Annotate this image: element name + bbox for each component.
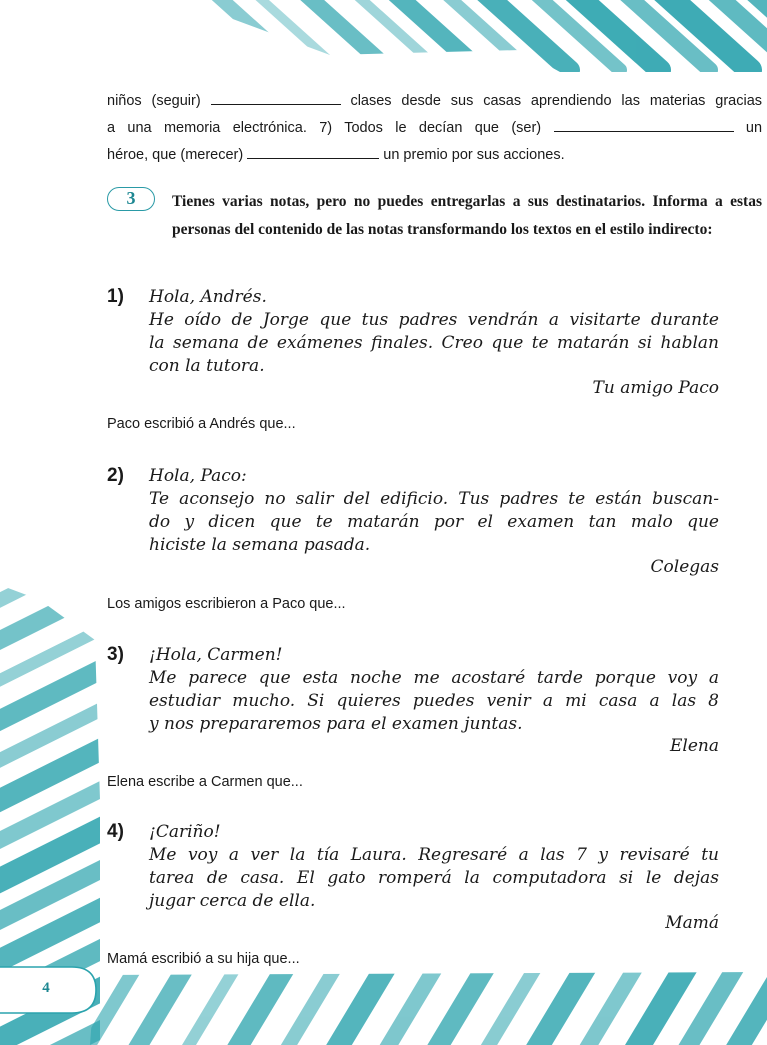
note-body-line: jugar cerca de ella. [149, 891, 316, 911]
note-number: 3) [107, 644, 124, 665]
note-greeting: ¡Cariño! [149, 822, 221, 842]
note-body-line: y nos prepararemos para el examen juntas. [149, 714, 523, 734]
note-body-line: Me voy a ver la tía Laura. Regresaré a las 7 y revisaré tu [149, 845, 719, 865]
note-number: 4) [107, 821, 124, 842]
note-greeting: Hola, Andrés. [149, 287, 267, 307]
exercise-instruction: Tienes varias notas, pero no puedes entregarlas a sus destinatarios. Informa a estas personas del contenido de las notas transformando los textos en el estilo indirecto: [172, 193, 762, 238]
note-greeting: ¡Hola, Carmen! [149, 645, 283, 665]
answer-prompt: Los amigos escribieron a Paco que... [107, 596, 346, 612]
exercise-number-badge: 3 [107, 187, 155, 211]
answer-prompt: Mamá escribió a su hija que... [107, 951, 300, 967]
answer-blank[interactable] [211, 92, 341, 105]
note-body-line: do y dicen que te matarán por el examen tan malo que [149, 512, 719, 532]
note-body-line: Te aconsejo no salir del edificio. Tus padres te están buscan- [149, 489, 719, 509]
continuation-text: un [745, 120, 763, 136]
note-signature: Mamá [665, 913, 719, 933]
note-signature: Colegas [650, 557, 719, 577]
note-number: 2) [107, 465, 124, 486]
continuation-line-1 [107, 92, 762, 110]
continuation-text: a una memoria electrónica. 7) Todos le decían que (ser) [107, 120, 542, 136]
answer-blank[interactable] [554, 119, 734, 132]
note-body-line: tarea de casa. El gato romperá la computadora si le dejas [149, 868, 719, 888]
continuation-text: héroe, que (merecer) [107, 147, 244, 163]
note-greeting: Hola, Paco: [149, 466, 247, 486]
answer-prompt: Elena escribe a Carmen que... [107, 774, 303, 790]
note-body-line: hiciste la semana pasada. [149, 535, 371, 555]
continuation-text: un premio por sus acciones. [383, 147, 565, 163]
note-body-line: estudiar mucho. Si quieres puedes venir a mi casa a las 8 [149, 691, 719, 711]
answer-blank[interactable] [247, 146, 379, 159]
note-body-line: con la tutora. [149, 356, 265, 376]
continuation-text: clases desde sus casas aprendiendo las materias gracias [350, 93, 763, 109]
continuation-line-3 [107, 146, 762, 164]
continuation-text: niños (seguir) [107, 93, 201, 109]
note-body-line: He oído de Jorge que tus padres vendrán a visitarte durante [149, 310, 719, 330]
note-number: 1) [107, 286, 124, 307]
continuation-line-2 [107, 119, 762, 137]
note-body-line: Me parece que esta noche me acostaré tarde porque voy a [149, 668, 719, 688]
note-body-line: la semana de exámenes finales. Creo que te matarán si hablan [149, 333, 719, 353]
note-signature: Elena [670, 736, 719, 756]
note-signature: Tu amigo Paco [592, 378, 719, 398]
page-number: 4 [42, 980, 50, 996]
answer-prompt: Paco escribió a Andrés que... [107, 416, 296, 432]
